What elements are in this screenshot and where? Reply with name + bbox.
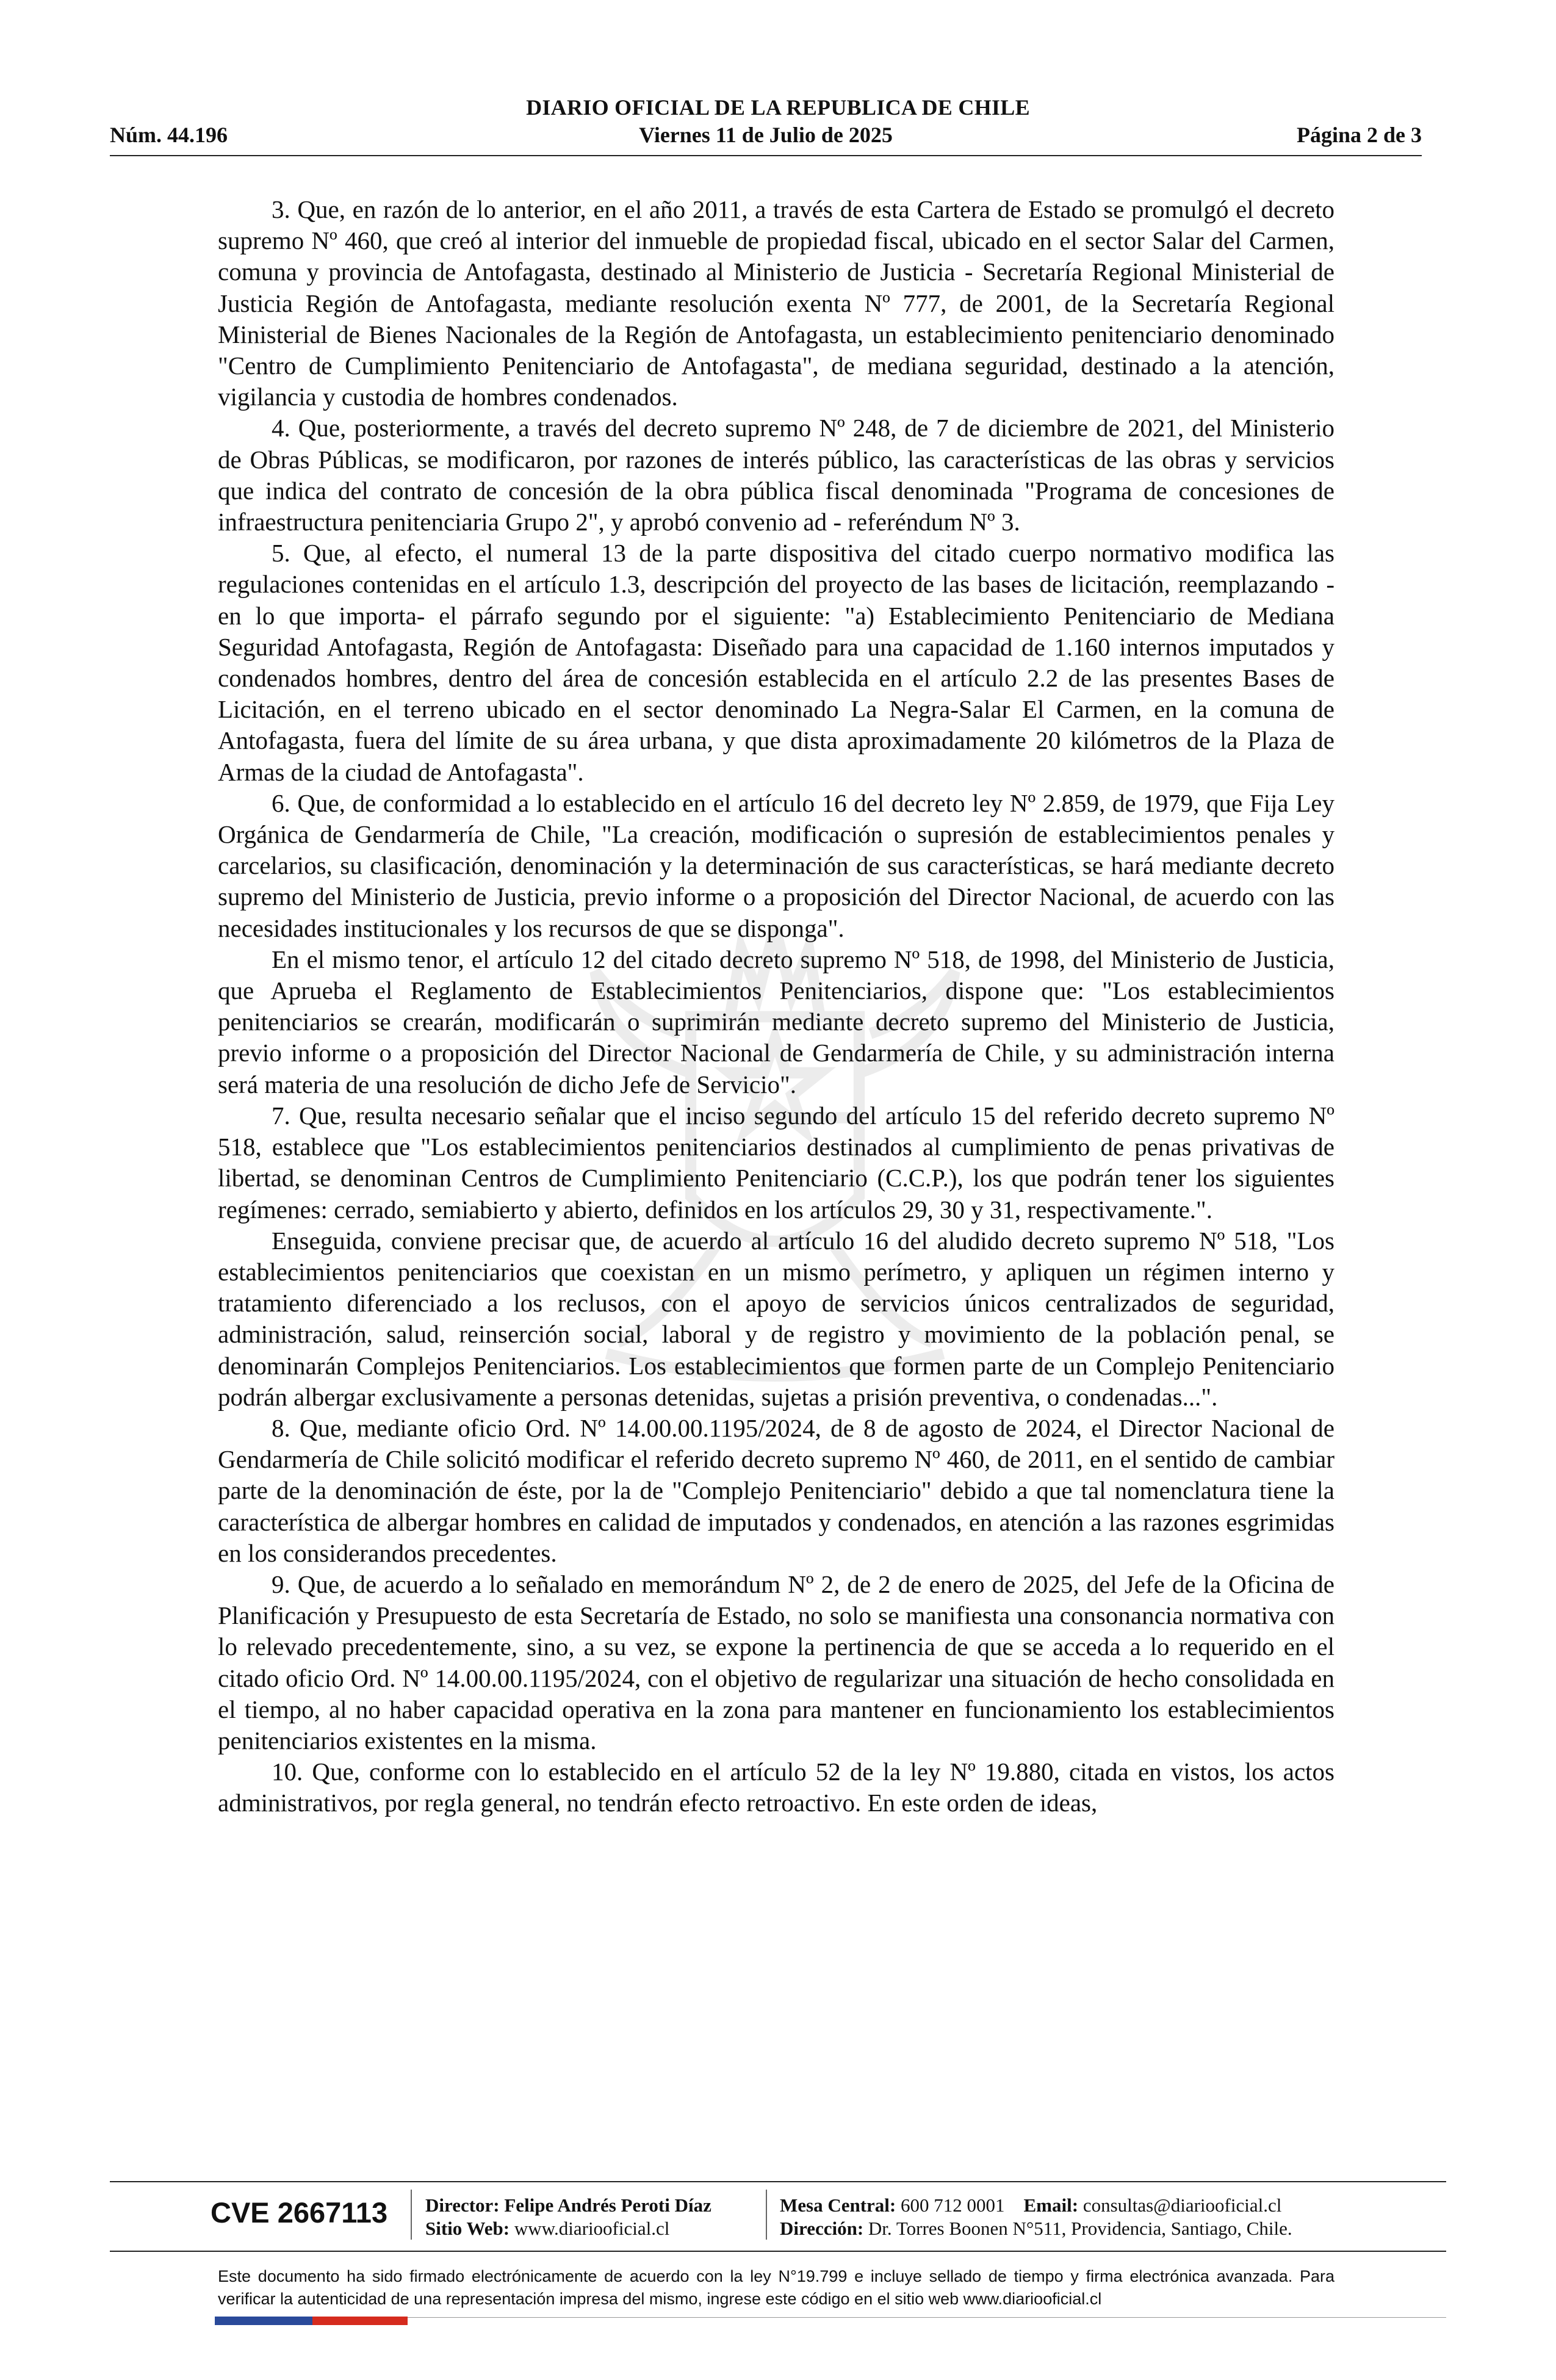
footer-contact-block bbox=[780, 2194, 1292, 2240]
site-label: Sitio Web: bbox=[425, 2218, 510, 2239]
footer-mid-divider bbox=[110, 2251, 1446, 2252]
page-indicator: Página 2 de 3 bbox=[1296, 123, 1422, 147]
document-body bbox=[218, 194, 1334, 1819]
email-link[interactable]: consultas@diariooficial.cl bbox=[1082, 2194, 1282, 2216]
legal-notice: Este documento ha sido firmado electrónicamente de acuerdo con la ley N°19.799 e incluye sellado de tiempo y firma electrónica avanzada. Para verificar la autenticidad de una representación impresa del mismo, ingrese este código en el sitio web www.diariooficial.cl bbox=[218, 2267, 1334, 2308]
gazette-title: DIARIO OFICIAL DE LA REPUBLICA DE CHILE bbox=[526, 95, 1030, 120]
email-label: Email: bbox=[1023, 2194, 1079, 2216]
paragraph-10: 10. Que, conforme con lo establecido en el artículo 52 de la ley Nº 19.880, citada en vistos, los actos administrativos, por regla general, no tendrán efecto retroactivo. En este orden de ideas, bbox=[218, 1758, 1334, 1817]
paragraph-4: 4. Que, posteriormente, a través del decreto supremo Nº 248, de 7 de diciembre de 2021, del Ministerio de Obras Públicas, se modificaron, por razones de interés público, las características de las obras y servicios que indica del contrato de concesión de la obra pública fiscal denominada "Programa de concesiones de infraestructura penitenciaria Grupo 2", y aprobó convenio ad - referéndum Nº 3. bbox=[218, 414, 1334, 536]
flag-stripe-red bbox=[312, 2317, 408, 2325]
flag-stripe-blue bbox=[215, 2317, 312, 2325]
paragraph-5: 5. Que, al efecto, el numeral 13 de la parte dispositiva del citado cuerpo normativo modifica las regulaciones contenidas en el artículo 1.3, descripción del proyecto de las bases de licitación, reemplazando -en lo que importa- el párrafo segundo por el siguiente: "a) Establecimiento Penitenciario de Mediana Seguridad Antofagasta, Región de Antofagasta: Diseñado para una capacidad de 1.160 internos imputados y condenados hombres, dentro del área de concesión establecida en el artículo 2.2 de las presentes Bases de Licitación, en el terreno ubicado en el sector denominado La Negra-Salar El Carmen, en la comuna de Antofagasta, fuera del límite de su área urbana, y que dista aproximadamente 20 kilómetros de la Plaza de Armas de la ciudad de Antofagasta". bbox=[218, 539, 1334, 786]
paragraph-6-cont: En el mismo tenor, el artículo 12 del citado decreto supremo Nº 518, de 1998, del Ministerio de Justicia, que Aprueba el Reglamento de Establecimientos Penitenciarios, dispone que: "Los establecimientos penitenciarios se crearán, modificarán o suprimirán mediante decreto supremo del Ministerio de Justicia, previo informe o a proposición del Director Nacional de Gendarmería de Chile, y su administración interna será materia de una resolución de dicho Jefe de Servicio". bbox=[218, 945, 1334, 1098]
paragraph-8: 8. Que, mediante oficio Ord. Nº 14.00.00.1195/2024, de 8 de agosto de 2024, el Director Nacional de Gendarmería de Chile solicitó modificar el referido decreto supremo Nº 460, de 2011, en el sentido de cambiar parte de la denominación de éste, por la de "Complejo Penitenciario" debido a que tal nomenclatura tiene la característica de albergar hombres en calidad de imputados y condenados, en atención a las razones esgrimidas en los considerandos precedentes. bbox=[218, 1413, 1334, 1567]
director-label: Director: Felipe Andrés Peroti Díaz bbox=[425, 2194, 711, 2216]
address-label: Dirección: bbox=[780, 2218, 864, 2239]
paragraph-9: 9. Que, de acuerdo a lo señalado en memorándum Nº 2, de 2 de enero de 2025, del Jefe de la Oficina de Planificación y Presupuesto de esta Secretaría de Estado, no solo se manifiesta una consonancia normativa con lo relevado precedentemente, sino, a su vez, se expone la pertinencia de que se acceda a lo requerido en el citado oficio Ord. Nº 14.00.00.1195/2024, con el objetivo de regularizar una situación de hecho consolidada en el tiempo, al no haber capacidad operativa en la zona para mantener en funcionamiento los establecimientos penitenciarios existentes en la misma. bbox=[218, 1570, 1334, 1754]
paragraph-6: 6. Que, de conformidad a lo establecido en el artículo 16 del decreto ley Nº 2.859, de 1979, que Fija Ley Orgánica de Gendarmería de Chile, "La creación, modificación o supresión de establecimientos penales y carcelarios, su clasificación, denominación y la determinación de sus características, se hará mediante decreto supremo del Ministerio de Justicia, previo informe o a proposición del Director Nacional, de acuerdo con las necesidades institucionales y los recursos de que se disponga". bbox=[218, 788, 1334, 942]
paragraph-7-cont: Enseguida, conviene precisar que, de acuerdo al artículo 16 del aludido decreto supremo Nº 518, "Los establecimientos penitenciarios que coexistan en un mismo perímetro, y apliquen un régimen interno y tratamiento diferenciado a los reclusos, con el apoyo de servicios únicos centralizados de seguridad, administración, salud, reinserción social, laboral y de registro y movimiento de la población penal, se denominarán Complejos Penitenciarios. Los establecimientos que formen parte de un Complejo Penitenciario podrán albergar exclusivamente a personas detenidas, sujetas a prisión preventiva, o condenadas...". bbox=[218, 1226, 1334, 1411]
footer-top-divider bbox=[110, 2181, 1446, 2182]
cve-code: CVE 2667113 bbox=[211, 2196, 388, 2229]
paragraph-3: 3. Que, en razón de lo anterior, en el año 2011, a través de esta Cartera de Estado se promulgó el decreto supremo Nº 460, que creó al interior del inmueble de propiedad fiscal, ubicado en el sector Salar del Carmen, comuna y provincia de Antofagasta, destinado al Ministerio de Justicia - Secretaría Regional Ministerial de Justicia Región de Antofagasta, mediante resolución exenta Nº 777, de 2001, de la Secretaría Regional Ministerial de Bienes Nacionales de la Región de Antofagasta, un establecimiento penitenciario denominado "Centro de Cumplimiento Penitenciario de Antofagasta", de mediana seguridad, destinado a la atención, vigilancia y custodia de hombres condenados. bbox=[218, 195, 1334, 411]
paragraph-7: 7. Que, resulta necesario señalar que el inciso segundo del artículo 15 del referido decreto supremo Nº 518, establece que "Los establecimientos penitenciarios destinados al cumplimiento de penas privativas de libertad, se denominan Centros de Cumplimiento Penitenciario (C.C.P.), los que podrán tener los siguientes regímenes: cerrado, semiabierto y abierto, definidos en los artículos 29, 30 y 31, respectivamente.". bbox=[218, 1101, 1334, 1224]
issue-number: Núm. 44.196 bbox=[110, 123, 228, 147]
footer-director-block bbox=[425, 2194, 711, 2240]
header-row bbox=[110, 122, 1422, 149]
mesa-phone: 600 712 0001 bbox=[901, 2194, 1005, 2216]
mesa-label: Mesa Central: bbox=[780, 2194, 896, 2216]
issue-date: Viernes 11 de Julio de 2025 bbox=[639, 123, 893, 147]
address-value: Dr. Torres Boonen N°511, Providencia, Santiago, Chile. bbox=[868, 2218, 1292, 2239]
footer-separator bbox=[766, 2190, 767, 2240]
site-link[interactable]: www.diariooficial.cl bbox=[514, 2218, 670, 2239]
header-divider bbox=[110, 155, 1422, 156]
footer-bottom-divider bbox=[408, 2317, 1446, 2318]
footer-separator bbox=[411, 2190, 412, 2240]
